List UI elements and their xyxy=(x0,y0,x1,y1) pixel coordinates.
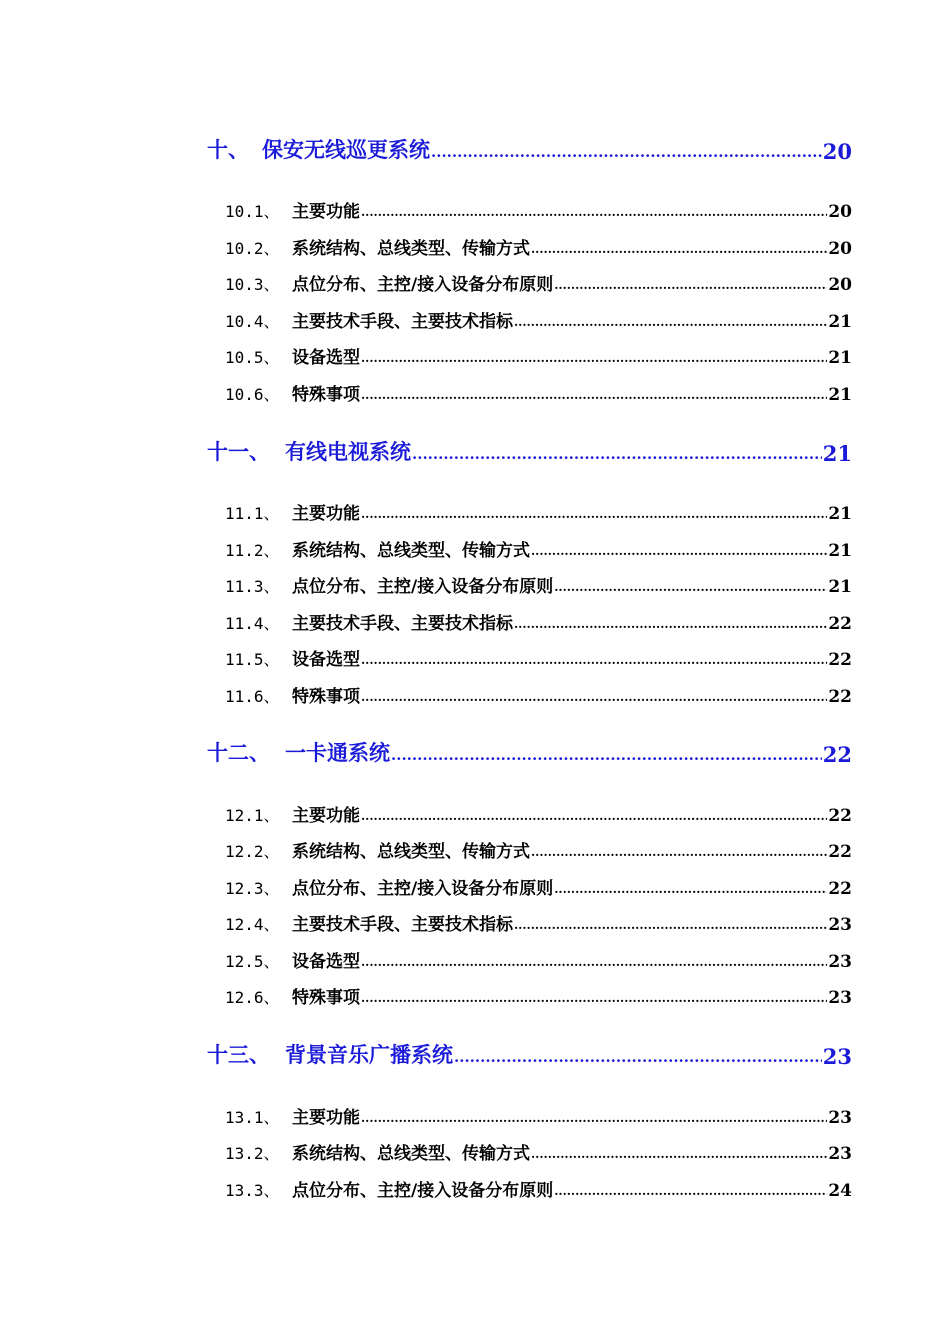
toc-heading-number: 十三、 xyxy=(207,1042,270,1067)
dot-leader xyxy=(531,545,827,561)
dot-leader xyxy=(431,145,822,164)
toc-item-number: 12.3、 xyxy=(225,879,280,898)
toc-item-number: 12.5、 xyxy=(225,952,280,971)
toc-item-number: 12.4、 xyxy=(225,915,280,934)
dot-leader xyxy=(412,447,822,466)
toc-item-page: 20 xyxy=(828,275,852,295)
dot-leader xyxy=(361,352,827,368)
dot-leader xyxy=(554,279,827,295)
toc-item-13-1[interactable] xyxy=(225,1104,852,1128)
toc-item-title: 主要技术手段、主要技术指标 xyxy=(292,614,513,634)
toc-item-number: 12.2、 xyxy=(225,842,280,861)
toc-item-number: 12.1、 xyxy=(225,806,280,825)
toc-item-number: 13.3、 xyxy=(225,1181,280,1200)
toc-item-title: 点位分布、主控/接入设备分布原则 xyxy=(292,1181,554,1201)
dot-leader xyxy=(361,810,827,826)
toc-item-12-3[interactable] xyxy=(225,875,852,899)
toc-item-title: 主要功能 xyxy=(292,202,360,222)
toc-item-page: 21 xyxy=(828,348,852,368)
toc-heading-page: 22 xyxy=(822,742,852,767)
toc-item-page: 23 xyxy=(828,1144,852,1164)
toc-heading-13[interactable] xyxy=(207,1041,852,1069)
dot-leader xyxy=(361,956,827,972)
toc-item-page: 22 xyxy=(828,879,852,899)
toc-item-12-5[interactable] xyxy=(225,948,852,972)
toc-item-title: 点位分布、主控/接入设备分布原则 xyxy=(292,577,554,597)
toc-item-title: 主要技术手段、主要技术指标 xyxy=(292,312,513,332)
toc-item-number: 11.3、 xyxy=(225,577,280,596)
toc-item-title: 特殊事项 xyxy=(292,687,360,707)
toc-item-title: 特殊事项 xyxy=(292,385,360,405)
toc-item-title: 设备选型 xyxy=(292,952,360,972)
toc-item-11-6[interactable] xyxy=(225,683,852,707)
toc-heading-page: 23 xyxy=(822,1044,852,1069)
toc-heading-12[interactable] xyxy=(207,739,852,767)
dot-leader xyxy=(531,243,827,259)
toc-item-page: 22 xyxy=(828,842,852,862)
dot-leader xyxy=(554,883,827,899)
toc-item-11-3[interactable] xyxy=(225,573,852,597)
toc-item-page: 21 xyxy=(828,577,852,597)
toc-item-page: 21 xyxy=(828,312,852,332)
toc-item-title: 设备选型 xyxy=(292,348,360,368)
toc-heading-title: 一卡通系统 xyxy=(285,740,390,765)
toc-item-number: 10.3、 xyxy=(225,275,280,294)
toc-item-page: 24 xyxy=(828,1181,852,1201)
toc-item-number: 10.5、 xyxy=(225,348,280,367)
toc-item-page: 22 xyxy=(828,650,852,670)
toc-item-12-6[interactable] xyxy=(225,984,852,1008)
toc-item-11-4[interactable] xyxy=(225,610,852,634)
toc-item-title: 主要功能 xyxy=(292,504,360,524)
toc-item-12-4[interactable] xyxy=(225,911,852,935)
toc-item-number: 11.5、 xyxy=(225,650,280,669)
toc-item-title: 点位分布、主控/接入设备分布原则 xyxy=(292,275,554,295)
toc-item-12-1[interactable] xyxy=(225,802,852,826)
toc-item-10-6[interactable] xyxy=(225,381,852,405)
toc-item-title: 主要功能 xyxy=(292,806,360,826)
toc-item-number: 10.1、 xyxy=(225,202,280,221)
toc-item-number: 10.2、 xyxy=(225,239,280,258)
dot-leader xyxy=(361,508,827,524)
toc-item-title: 设备选型 xyxy=(292,650,360,670)
dot-leader xyxy=(514,618,827,634)
toc-item-13-3[interactable] xyxy=(225,1177,852,1201)
toc-item-number: 10.6、 xyxy=(225,385,280,404)
dot-leader xyxy=(391,748,822,767)
toc-item-11-5[interactable] xyxy=(225,646,852,670)
dot-leader xyxy=(361,654,827,670)
toc-item-page: 22 xyxy=(828,806,852,826)
dot-leader xyxy=(361,1112,827,1128)
toc-item-number: 12.6、 xyxy=(225,988,280,1007)
toc-heading-title: 有线电视系统 xyxy=(285,439,411,464)
toc-heading-title: 背景音乐广播系统 xyxy=(285,1042,453,1067)
toc-item-12-2[interactable] xyxy=(225,838,852,862)
toc-item-10-4[interactable] xyxy=(225,308,852,332)
toc-item-page: 21 xyxy=(828,504,852,524)
dot-leader xyxy=(554,581,827,597)
toc-item-title: 主要功能 xyxy=(292,1108,360,1128)
toc-heading-number: 十二、 xyxy=(207,740,270,765)
dot-leader xyxy=(361,992,827,1008)
toc-item-title: 系统结构、总线类型、传输方式 xyxy=(292,239,530,259)
toc-heading-number: 十一、 xyxy=(207,439,270,464)
dot-leader xyxy=(454,1050,822,1069)
toc-item-page: 23 xyxy=(828,915,852,935)
toc-item-page: 21 xyxy=(828,541,852,561)
toc-item-11-2[interactable] xyxy=(225,537,852,561)
dot-leader xyxy=(361,389,827,405)
toc-item-title: 主要技术手段、主要技术指标 xyxy=(292,915,513,935)
toc-item-title: 点位分布、主控/接入设备分布原则 xyxy=(292,879,554,899)
toc-heading-page: 21 xyxy=(822,441,852,466)
toc-item-title: 系统结构、总线类型、传输方式 xyxy=(292,842,530,862)
toc-heading-title: 保安无线巡更系统 xyxy=(262,137,430,162)
toc-item-number: 11.2、 xyxy=(225,541,280,560)
toc-item-number: 11.4、 xyxy=(225,614,280,633)
toc-item-page: 22 xyxy=(828,687,852,707)
toc-item-number: 11.6、 xyxy=(225,687,280,706)
toc-item-page: 20 xyxy=(828,239,852,259)
toc-item-number: 13.1、 xyxy=(225,1108,280,1127)
dot-leader xyxy=(554,1185,827,1201)
toc-heading-page: 20 xyxy=(822,139,852,164)
toc-item-title: 系统结构、总线类型、传输方式 xyxy=(292,1144,530,1164)
dot-leader xyxy=(531,1148,827,1164)
dot-leader xyxy=(361,691,827,707)
toc-heading-11[interactable] xyxy=(207,438,852,466)
toc-item-title: 系统结构、总线类型、传输方式 xyxy=(292,541,530,561)
toc-item-number: 13.2、 xyxy=(225,1144,280,1163)
toc-item-page: 22 xyxy=(828,614,852,634)
toc-item-page: 20 xyxy=(828,202,852,222)
toc-item-10-3[interactable] xyxy=(225,271,852,295)
toc-item-10-1[interactable] xyxy=(225,198,852,222)
toc-item-number: 11.1、 xyxy=(225,504,280,523)
toc-item-number: 10.4、 xyxy=(225,312,280,331)
toc-heading-10[interactable] xyxy=(207,136,852,164)
toc-item-10-5[interactable] xyxy=(225,344,852,368)
dot-leader xyxy=(361,206,827,222)
toc-item-page: 23 xyxy=(828,988,852,1008)
dot-leader xyxy=(531,846,827,862)
toc-item-page: 21 xyxy=(828,385,852,405)
dot-leader xyxy=(514,316,827,332)
toc-item-page: 23 xyxy=(828,1108,852,1128)
toc-item-11-1[interactable] xyxy=(225,500,852,524)
toc-item-10-2[interactable] xyxy=(225,235,852,259)
toc-item-title: 特殊事项 xyxy=(292,988,360,1008)
toc-item-page: 23 xyxy=(828,952,852,972)
dot-leader xyxy=(514,919,827,935)
toc-item-13-2[interactable] xyxy=(225,1140,852,1164)
toc-heading-number: 十、 xyxy=(207,137,249,162)
